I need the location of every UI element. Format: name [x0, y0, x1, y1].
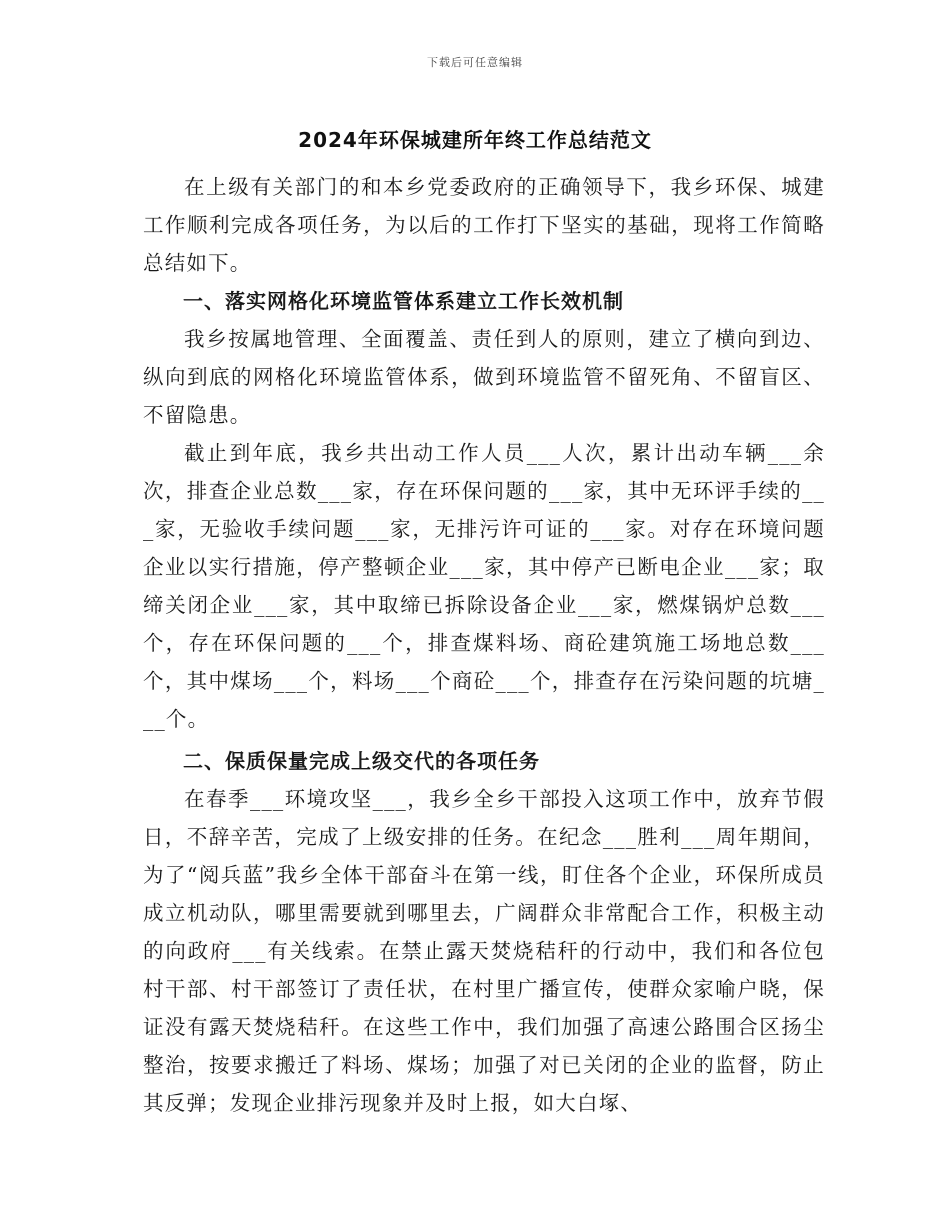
paragraph-statistics: 截止到年底，我乡共出动工作人员___人次，累计出动车辆___余次，排查企业总数___家，存在环保问题的___家，其中无环评手续的___家，无验收手续问题___家，无排污许可证的___家。对存在环境问题企业以实行措施，停产整顿企业___家，其中停产已断电企业___家；取缔关闭企业___家，其中取缔已拆除设备企业___家，燃煤锅炉总数___个，存在环保问题的___个，排查煤料场、商砼建筑施工场地总数___个，其中煤场___个，料场___个商砼___个，排查存在污染问题的坑塘___个。 [143, 441, 825, 731]
paragraph-intro: 在上级有关部门的和本乡党委政府的正确领导下，我乡环保、城建工作顺利完成各项任务，为以后的工作打下坚实的基础，现将工作简略总结如下。 [143, 175, 825, 275]
document-body [143, 168, 825, 1122]
document-title: 2024年环保城建所年终工作总结范文 [298, 128, 652, 152]
section-heading-1: 一、落实网格化环境监管体系建立工作长效机制 [183, 289, 624, 313]
header-note: 下载后可任意编辑 [427, 56, 523, 69]
paragraph-grid-system: 我乡按属地管理、全面覆盖、责任到人的原则，建立了横向到边、纵向到底的网格化环境监管体系，做到环境监管不留死角、不留盲区、不留隐患。 [143, 327, 825, 427]
paragraph-tasks: 在春季___环境攻坚___，我乡全乡干部投入这项工作中，放弃节假日，不辞辛苦，完成了上级安排的任务。在纪念___胜利___周年期间，为了“阅兵蓝”我乡全体干部奋斗在第一线，盯住各个企业，环保所成员成立机动队，哪里需要就到哪里去，广阔群众非常配合工作，积极主动的向政府___有关线索。在禁止露天焚烧秸秆的行动中，我们和各位包村干部、村干部签订了责任状，在村里广播宣传，使群众家喻户晓，保证没有露天焚烧秸秆。在这些工作中，我们加强了高速公路围合区扬尘整治，按要求搬迁了料场、煤场；加强了对已关闭的企业的监督，防止其反弹；发现企业排污现象并及时上报，如大白塚、 [143, 787, 825, 1115]
section-heading-2: 二、保质保量完成上级交代的各项任务 [183, 749, 540, 773]
